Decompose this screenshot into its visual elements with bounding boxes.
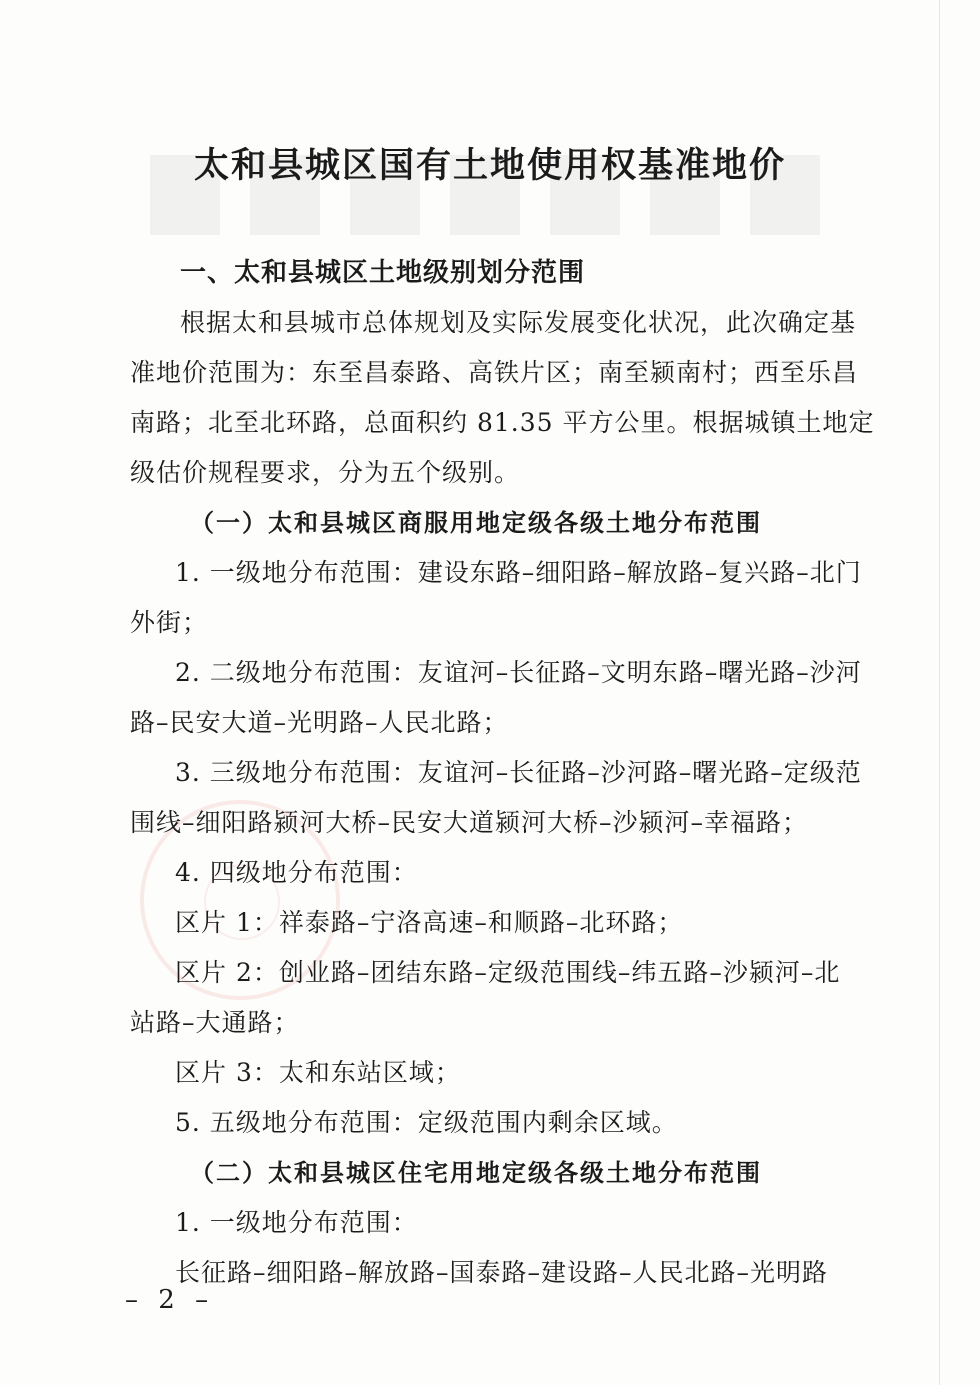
list-item: 围线–细阳路颍河大桥–民安大道颍河大桥–沙颍河–幸福路； (130, 808, 809, 837)
subsection-heading: （二）太和县城区住宅用地定级各级土地分布范围 (190, 1158, 762, 1187)
list-item: 路–民安大道–光明路–人民北路； (130, 708, 509, 737)
list-item: 5. 五级地分布范围：定级范围内剩余区域。 (175, 1108, 678, 1137)
paragraph-line: 级估价规程要求，分为五个级别。 (130, 458, 521, 487)
document-title: 太和县城区国有土地使用权基准地价 (193, 145, 786, 186)
paragraph-line: 南路；北至北环路，总面积约 81.35 平方公里。根据城镇土地定 (130, 408, 875, 437)
subsection-heading: （一）太和县城区商服用地定级各级土地分布范围 (190, 508, 762, 537)
list-item: 外街； (130, 608, 209, 637)
list-item: 区片 3：太和东站区域； (175, 1058, 461, 1087)
paragraph-line: 准地价范围为：东至昌泰路、高铁片区；南至颍南村；西至乐昌 (130, 358, 859, 387)
section-heading: 一、太和县城区土地级别划分范围 (180, 258, 586, 288)
list-item: 4. 四级地分布范围： (175, 858, 418, 887)
list-item: 区片 2：创业路–团结东路–定级范围线–纬五路–沙颍河–北 (175, 958, 841, 987)
page-number: – 2 – (125, 1285, 215, 1315)
list-item: 1. 一级地分布范围： (175, 1208, 418, 1237)
paragraph-line: 根据太和县城市总体规划及实际发展变化状况，此次确定基 (180, 308, 857, 337)
list-item: 1. 一级地分布范围：建设东路–细阳路–解放路–复兴路–北门 (175, 558, 862, 587)
list-item: 3. 三级地分布范围：友谊河–长征路–沙河路–曙光路–定级范 (175, 758, 862, 787)
list-item: 长征路–细阳路–解放路–国泰路–建设路–人民北路–光明路 (175, 1258, 829, 1287)
scan-edge-artifact (939, 0, 940, 1385)
list-item: 2. 二级地分布范围：友谊河–长征路–文明东路–曙光路–沙河 (175, 658, 862, 687)
list-item: 站路–大通路； (130, 1008, 300, 1037)
list-item: 区片 1：祥泰路–宁洛高速–和顺路–北环路； (175, 908, 684, 937)
